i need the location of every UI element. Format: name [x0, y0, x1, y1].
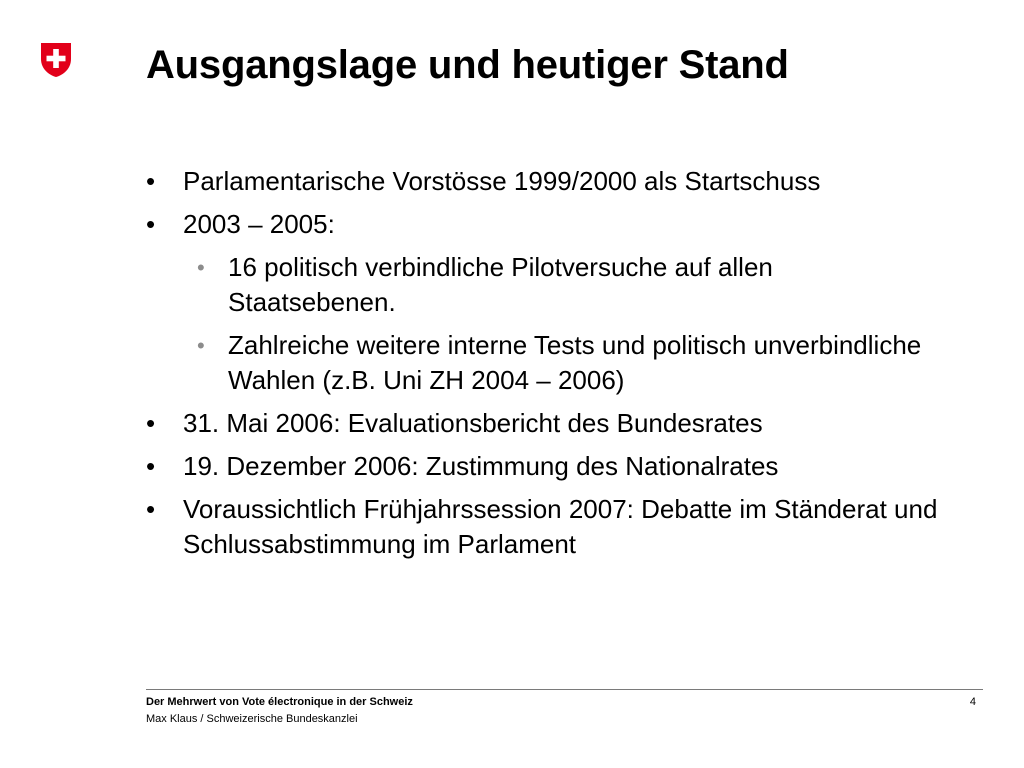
bullet-text: 19. Dezember 2006: Zustimmung des Nationalrates: [183, 451, 779, 481]
sub-bullet-item: [146, 328, 946, 398]
bullet-text: 31. Mai 2006: Evaluationsbericht des Bundesrates: [183, 408, 763, 438]
bullet-item: [146, 164, 946, 199]
bullet-text: Voraussichtlich Frühjahrssession 2007: Debatte im Ständerat und Schlussabstimmung im Parlament: [183, 494, 938, 559]
swiss-coat-of-arms-icon: [40, 42, 72, 78]
sub-bullet-text: 16 politisch verbindliche Pilotversuche auf allen Staatsebenen.: [228, 252, 773, 317]
bullet-list: [146, 164, 946, 570]
footer-title: Der Mehrwert von Vote électronique in der Schweiz: [146, 696, 413, 708]
bullet-marker: •: [146, 166, 156, 196]
sub-bullet-marker: •: [197, 333, 205, 358]
sub-bullet-text: Zahlreiche weitere interne Tests und politisch unverbindliche Wahlen (z.B. Uni ZH 2004 – 2006): [228, 330, 922, 395]
slide-title: Ausgangslage und heutiger Stand: [146, 43, 789, 87]
sub-bullet-item: [146, 250, 946, 320]
bullet-marker: •: [146, 451, 156, 481]
sub-bullet-marker: •: [197, 255, 205, 280]
page-number: 4: [969, 696, 976, 708]
bullet-marker: •: [146, 209, 156, 239]
footer-author: Max Klaus / Schweizerische Bundeskanzlei: [146, 713, 358, 725]
bullet-item: [146, 406, 946, 441]
bullet-text: Parlamentarische Vorstösse 1999/2000 als Startschuss: [183, 166, 821, 196]
footer-divider: [146, 689, 983, 690]
bullet-item: [146, 492, 946, 562]
bullet-item: [146, 207, 946, 242]
bullet-item: [146, 449, 946, 484]
bullet-marker: •: [146, 494, 156, 524]
bullet-marker: •: [146, 408, 156, 438]
bullet-text: 2003 – 2005:: [183, 209, 335, 239]
